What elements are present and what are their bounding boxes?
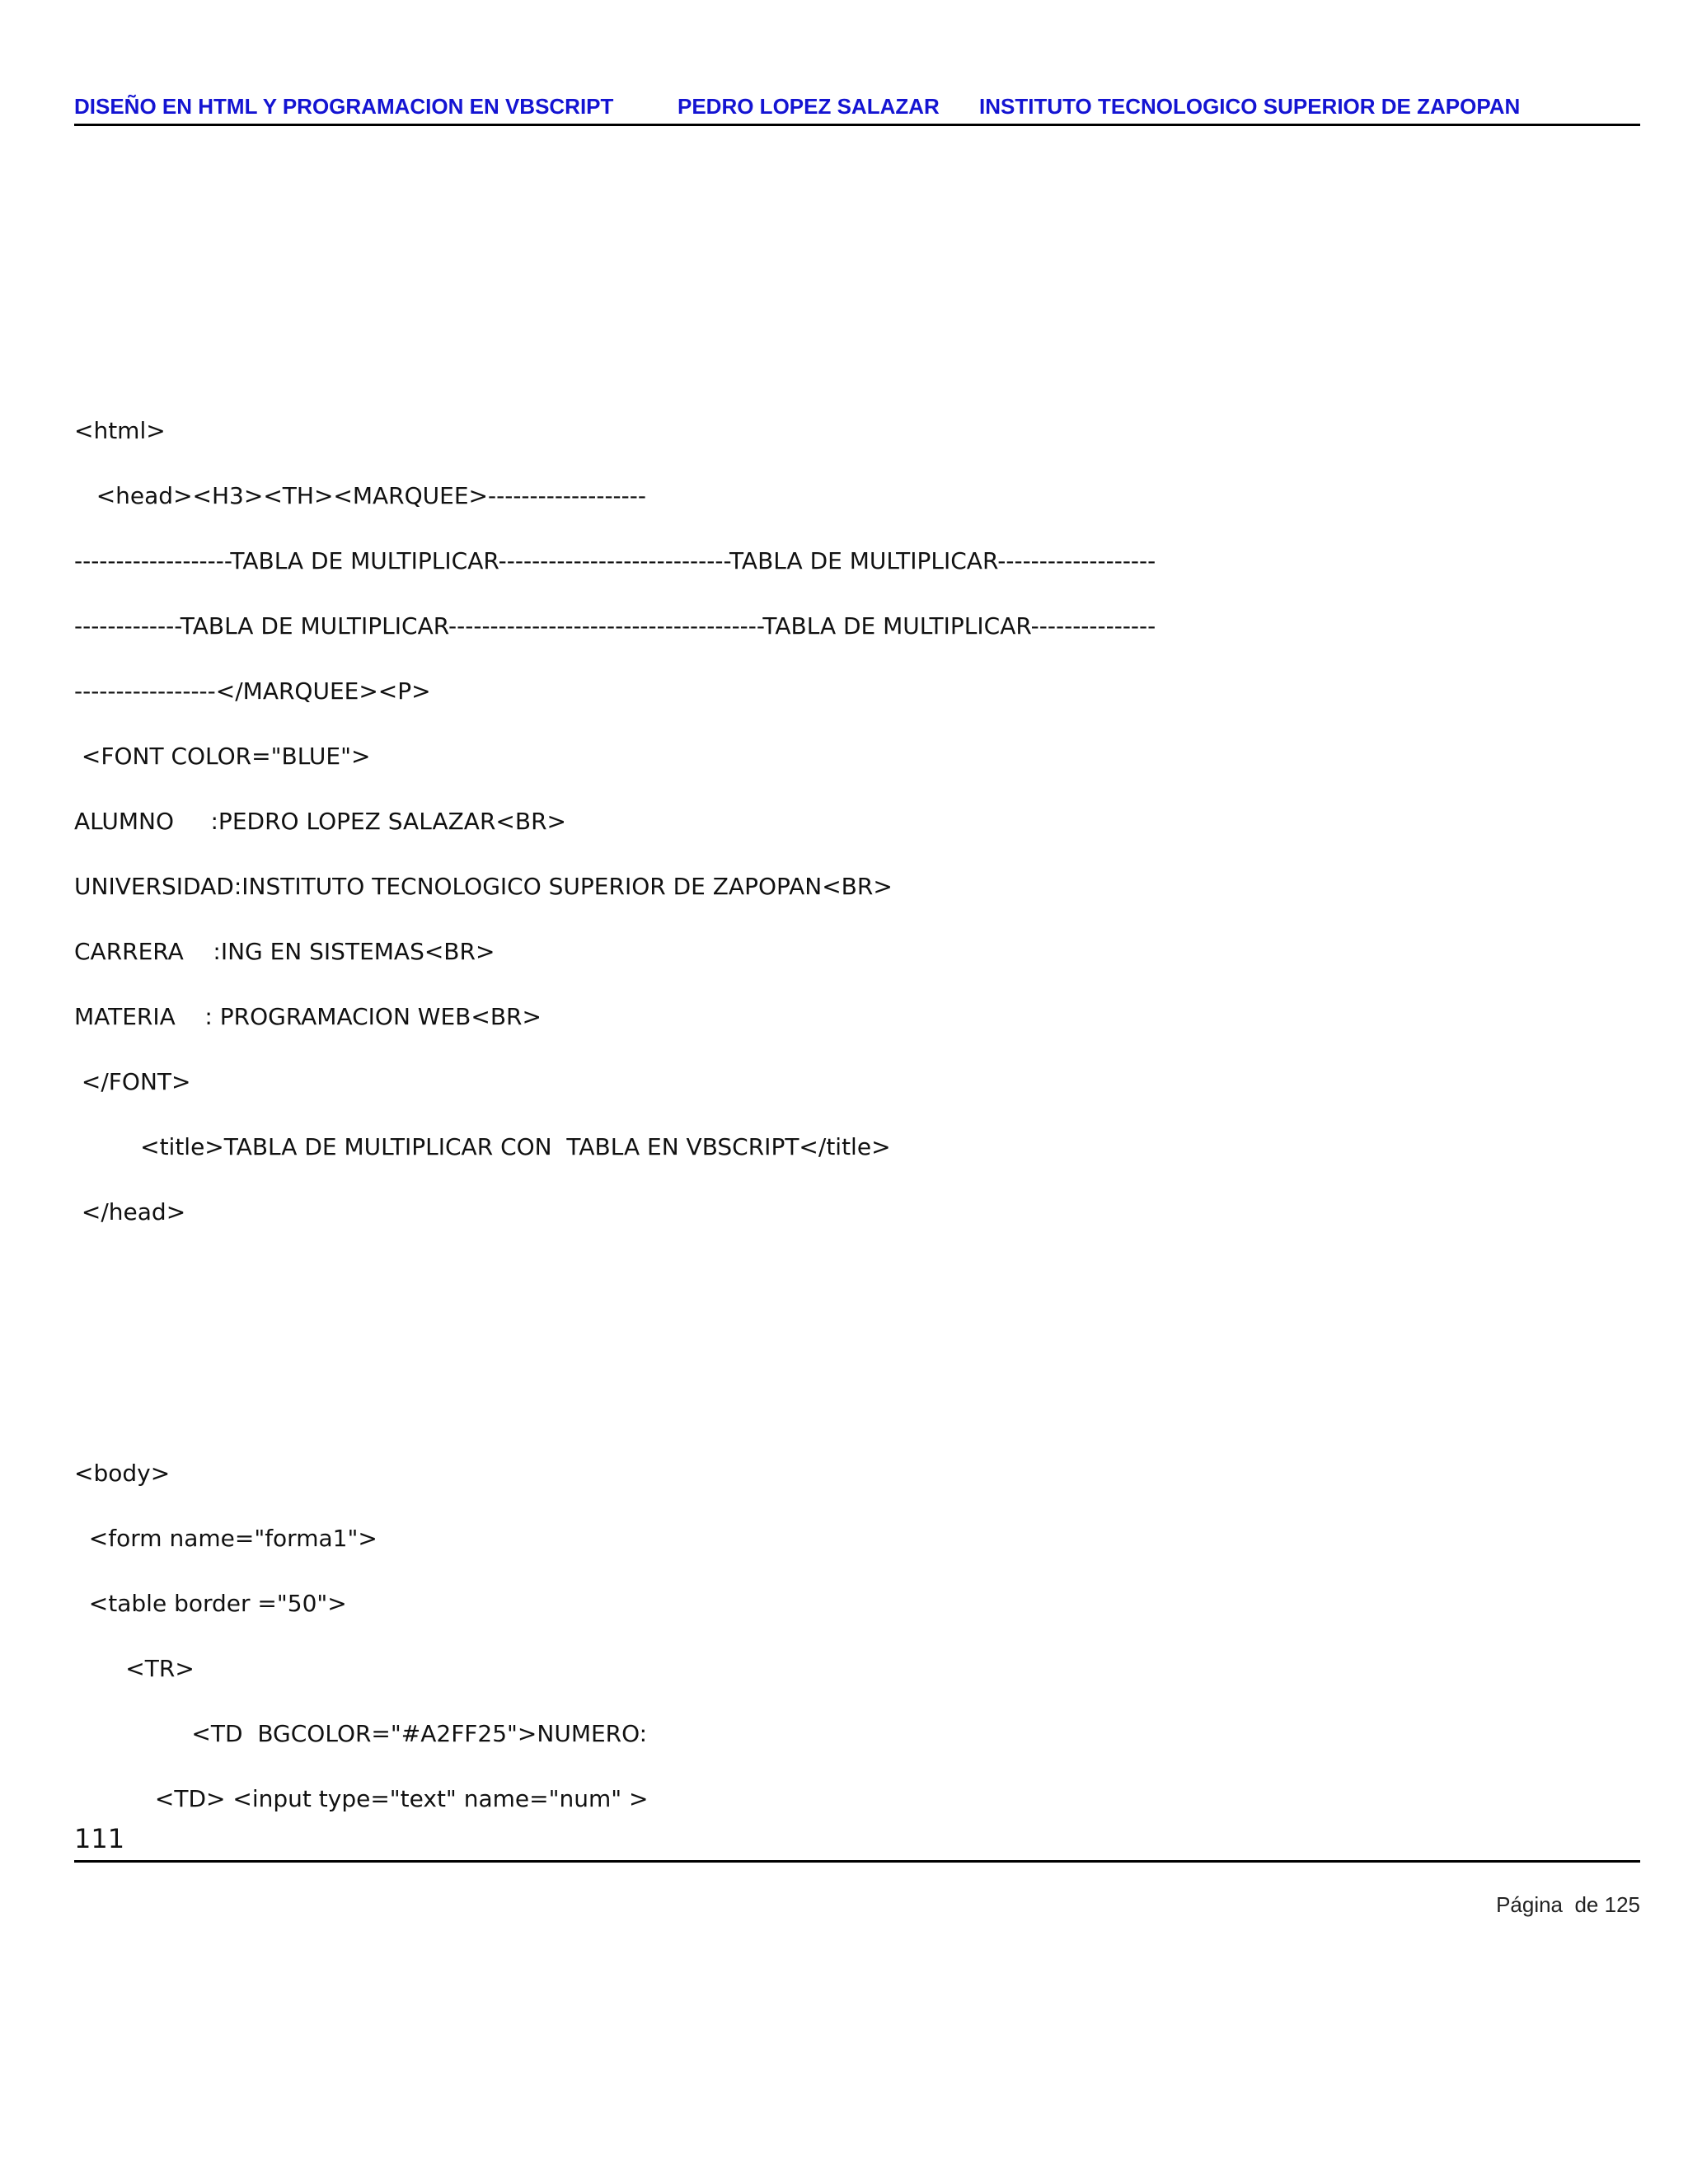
code-line: MATERIA : PROGRAMACION WEB<BR> [74, 1003, 542, 1030]
code-line: <FONT COLOR="BLUE"> [74, 743, 371, 770]
code-line: <head><H3><TH><MARQUEE>------------------- [74, 482, 646, 509]
code-line: <TR> [74, 1655, 195, 1682]
code-line: <table border ="50"> [74, 1590, 347, 1617]
footer-rule [74, 1860, 1640, 1863]
code-line: -------------------TABLA DE MULTIPLICAR----------------------------TABLA DE MULTIPLICAR------------------- [74, 547, 1156, 574]
header-institution: INSTITUTO TECNOLOGICO SUPERIOR DE ZAPOPAN [979, 94, 1521, 119]
code-line: ALUMNO :PEDRO LOPEZ SALAZAR<BR> [74, 808, 566, 835]
code-line: </FONT> [74, 1068, 191, 1095]
code-line: <body> [74, 1460, 171, 1487]
header-document-title: DISEÑO EN HTML Y PROGRAMACION EN VBSCRIPT [74, 94, 614, 119]
code-line: <TD> <input type="text" name="num" > [74, 1785, 649, 1812]
header-rule [74, 124, 1640, 126]
header-author: PEDRO LOPEZ SALAZAR [678, 94, 940, 119]
code-line: -----------------</MARQUEE><P> [74, 677, 431, 705]
code-line: </head> [74, 1198, 186, 1226]
page-footer: Página de 125 [1496, 1892, 1640, 1917]
code-line: CARRERA :ING EN SISTEMAS<BR> [74, 938, 495, 965]
page-number: 111 [74, 1823, 125, 1854]
code-line: <form name="forma1"> [74, 1525, 377, 1552]
code-line: <TD BGCOLOR="#A2FF25">NUMERO: [74, 1720, 648, 1747]
code-line: <html> [74, 417, 166, 444]
page-header [74, 94, 1640, 127]
code-line: <title>TABLA DE MULTIPLICAR CON TABLA EN VBSCRIPT</title> [74, 1133, 891, 1160]
code-line: -------------TABLA DE MULTIPLICAR--------------------------------------TABLA DE MULTIPLICAR--------------- [74, 612, 1156, 640]
code-line: UNIVERSIDAD:INSTITUTO TECNOLOGICO SUPERIOR DE ZAPOPAN<BR> [74, 873, 893, 900]
